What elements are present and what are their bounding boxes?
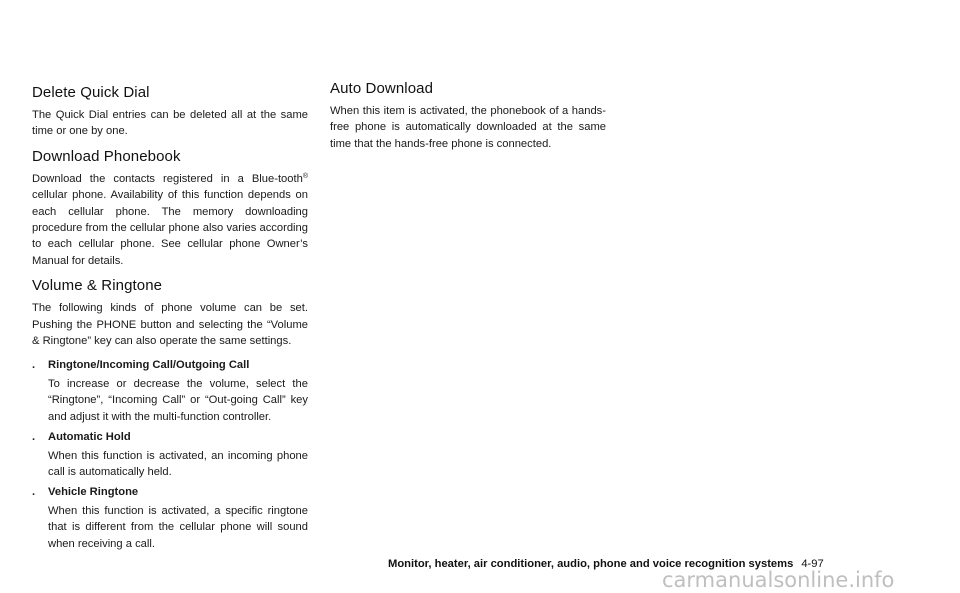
bullet-marker: . xyxy=(32,359,36,372)
auto-download-heading: Auto Download xyxy=(330,80,434,97)
chapter-title: Monitor, heater, air conditioner, audio, phone and voice recognition systems xyxy=(388,558,794,570)
delete-quick-dial-heading: Delete Quick Dial xyxy=(32,84,150,101)
page-number: 4-97 xyxy=(801,558,824,570)
delete-quick-dial-text: The Quick Dial entries can be deleted all at the same time or one by one. xyxy=(32,109,308,138)
section-auto-download xyxy=(330,80,606,152)
volume-ringtone-heading: Volume & Ringtone xyxy=(32,277,163,295)
list-item-text: When this function is activated, a specific ringtone that is different from the cellular phone will sound when receiving a call. xyxy=(48,504,308,550)
bullet-marker: . xyxy=(32,431,36,444)
volume-ringtone-text: The following kinds of phone volume can be set. Pushing the PHONE button and selecting the “Volume & Ringtone” key can also operate the same settings. xyxy=(32,302,308,348)
section-volume-ringtone xyxy=(32,277,308,552)
download-phonebook-text-end: cellular phone. Availability of this function depends on each cellular phone. The memory downloading procedure from the cellular phone also varies according to each cellular phone. See cellular phone Owner’s Manual for details. xyxy=(32,189,308,267)
list-item xyxy=(32,429,308,480)
list-item-title: Vehicle Ringtone xyxy=(48,486,139,499)
list-item xyxy=(32,357,308,425)
section-delete-quick-dial xyxy=(32,84,308,140)
right-column xyxy=(330,80,606,160)
list-item-title: Ringtone/Incoming Call/Outgoing Call xyxy=(48,359,250,372)
download-phonebook-text-start: Download the contacts registered in a Blue-tooth xyxy=(32,172,303,185)
list-item xyxy=(32,484,308,552)
download-phonebook-heading: Download Phonebook xyxy=(32,147,181,165)
list-item-title: Automatic Hold xyxy=(48,431,131,444)
watermark: carmanualsonline.info xyxy=(662,568,895,592)
download-phonebook-text xyxy=(32,171,308,269)
bullet-marker: . xyxy=(32,486,36,499)
list-item-text: When this function is activated, an incoming phone call is automatically held. xyxy=(48,449,308,478)
left-column xyxy=(32,84,308,558)
auto-download-text: When this item is activated, the phonebook of a hands-free phone is automatically downloaded at the same time that the hands-free phone is connected. xyxy=(330,105,606,150)
section-download-phonebook xyxy=(32,148,308,269)
list-item-text: To increase or decrease the volume, select the “Ringtone”, “Incoming Call” or “Out-going Call” key and adjust it with the multi-function controller. xyxy=(48,377,308,423)
registered-mark: ® xyxy=(302,172,308,180)
